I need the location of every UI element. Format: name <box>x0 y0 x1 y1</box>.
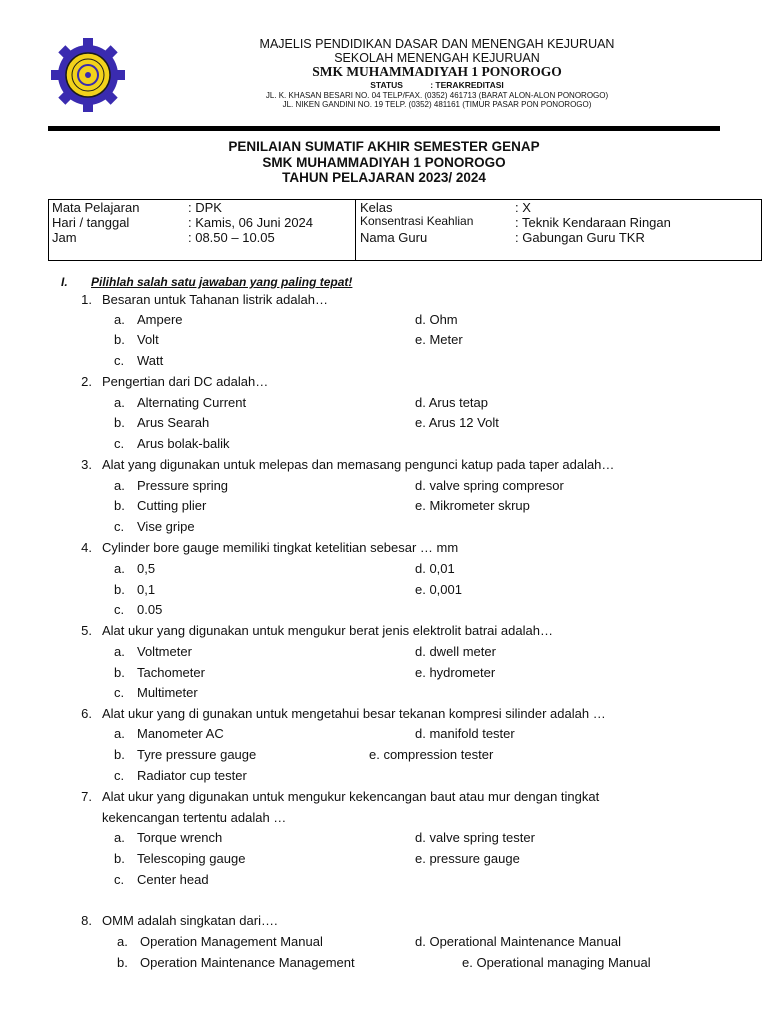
info-table-divider <box>355 199 356 261</box>
option-c: Vise gripe <box>137 519 195 534</box>
option-c: Multimeter <box>137 685 198 700</box>
question-text: OMM adalah singkatan dari…. <box>102 913 278 928</box>
info-teacher-label: Nama Guru <box>360 230 428 245</box>
header-school-name: SMK MUHAMMADIYAH 1 PONOROGO <box>312 64 562 79</box>
info-teacher-value: : Gabungan Guru TKR <box>515 230 645 245</box>
question-text: Alat yang digunakan untuk melepas dan memasang pengunci katup pada taper adalah… <box>102 457 615 472</box>
option-letter: a. <box>114 312 125 327</box>
header-address2: JL. NIKEN GANDINI NO. 19 TELP. (0352) 481161 (TIMUR PASAR PON PONOROGO) <box>282 100 592 109</box>
option-letter: a. <box>114 726 125 741</box>
option-b: Arus Searah <box>137 415 210 430</box>
option-d: d. valve spring tester <box>415 830 535 845</box>
option-d: d. manifold tester <box>415 726 515 741</box>
question-text: Alat ukur yang digunakan untuk mengukur berat jenis elektrolit batrai adalah… <box>102 623 553 638</box>
question-number: 1. <box>81 292 92 307</box>
option-c: Arus bolak-balik <box>137 436 230 451</box>
option-letter: b. <box>114 665 125 680</box>
option-e: e. hydrometer <box>415 665 496 680</box>
section-instruction: Pilihlah salah satu jawaban yang paling tepat! <box>91 275 353 289</box>
option-letter: c. <box>114 872 125 887</box>
option-letter: a. <box>114 644 125 659</box>
option-letter: c. <box>114 436 125 451</box>
option-letter: c. <box>114 685 125 700</box>
info-subject-label: Mata Pelajaran <box>52 200 140 215</box>
option-letter: c. <box>114 353 125 368</box>
exam-title-line1: PENILAIAN SUMATIF AKHIR SEMESTER GENAP <box>228 139 540 154</box>
option-letter: b. <box>114 498 125 513</box>
option-d: d. valve spring compresor <box>415 478 564 493</box>
option-e: e. 0,001 <box>415 582 462 597</box>
option-e: e. Operational managing Manual <box>462 955 651 970</box>
option-letter: b. <box>114 332 125 347</box>
info-class-label: Kelas <box>360 200 393 215</box>
option-b: Tyre pressure gauge <box>137 747 257 762</box>
option-d: d. Arus tetap <box>415 395 488 410</box>
question-text: Alat ukur yang digunakan untuk mengukur kekencangan baut atau mur dengan tingkat <box>102 789 600 804</box>
section-number: I. <box>61 275 68 289</box>
option-c: Watt <box>137 353 164 368</box>
option-b: Telescoping gauge <box>137 851 246 866</box>
option-letter: b. <box>117 955 128 970</box>
option-letter: c. <box>114 602 125 617</box>
info-concentration-label: Konsentrasi Keahlian <box>360 214 474 228</box>
header-address1: JL. K. KHASAN BESARI NO. 04 TELP/FAX. (0352) 461713 (BARAT ALON-ALON PONOROGO) <box>265 91 609 100</box>
status-label: STATUS <box>370 80 403 90</box>
option-a: Pressure spring <box>137 478 229 493</box>
option-a: Torque wrench <box>137 830 223 845</box>
option-b: Volt <box>137 332 159 347</box>
school-logo-icon <box>51 38 125 112</box>
info-subject-value: : DPK <box>188 200 222 215</box>
info-time-value: : 08.50 – 10.05 <box>188 230 275 245</box>
info-class-value: : X <box>515 200 531 215</box>
header-line2: SEKOLAH MENENGAH KEJURUAN <box>334 51 540 65</box>
option-a: Manometer AC <box>137 726 224 741</box>
question-number: 6. <box>81 706 92 721</box>
option-letter: b. <box>114 415 125 430</box>
question-text: Alat ukur yang di gunakan untuk mengetahui besar tekanan kompresi silinder adalah … <box>102 706 606 721</box>
question-text: Cylinder bore gauge memiliki tingkat ketelitian sebesar … mm <box>102 540 459 555</box>
option-a: Ampere <box>137 312 183 327</box>
option-d: d. Ohm <box>415 312 458 327</box>
option-e: e. Meter <box>415 332 463 347</box>
option-letter: a. <box>114 561 125 576</box>
option-e: e. Mikrometer skrup <box>415 498 530 513</box>
question-text: Pengertian dari DC adalah… <box>102 374 269 389</box>
option-c: 0.05 <box>137 602 163 617</box>
option-e: e. Arus 12 Volt <box>415 415 499 430</box>
question-number: 4. <box>81 540 92 555</box>
option-a: Alternating Current <box>137 395 247 410</box>
option-letter: a. <box>117 934 128 949</box>
option-a: 0,5 <box>137 561 156 576</box>
option-d: d. dwell meter <box>415 644 496 659</box>
header-line1: MAJELIS PENDIDIKAN DASAR DAN MENENGAH KEJURUAN <box>259 37 615 51</box>
info-time-label: Jam <box>52 230 77 245</box>
option-letter: b. <box>114 851 125 866</box>
option-letter: a. <box>114 395 125 410</box>
option-b: Cutting plier <box>137 498 207 513</box>
question-text-continued: kekencangan tertentu adalah … <box>102 810 287 825</box>
question-number: 8. <box>81 913 92 928</box>
question-number: 7. <box>81 789 92 804</box>
option-letter: a. <box>114 830 125 845</box>
option-c: Center head <box>137 872 209 887</box>
option-letter: b. <box>114 582 125 597</box>
option-e: e. compression tester <box>369 747 494 762</box>
info-date-label: Hari / tanggal <box>52 215 130 230</box>
option-e: e. pressure gauge <box>415 851 520 866</box>
info-concentration-value: : Teknik Kendaraan Ringan <box>515 215 671 230</box>
option-letter: c. <box>114 519 125 534</box>
option-d: d. Operational Maintenance Manual <box>415 934 621 949</box>
header-status <box>150 80 724 90</box>
option-a: Operation Management Manual <box>140 934 323 949</box>
option-letter: b. <box>114 747 125 762</box>
option-letter: c. <box>114 768 125 783</box>
option-b: Tachometer <box>137 665 205 680</box>
question-number: 3. <box>81 457 92 472</box>
option-b: Operation Maintenance Management <box>140 955 355 970</box>
option-letter: a. <box>114 478 125 493</box>
exam-title-line2: SMK MUHAMMADIYAH 1 PONOROGO <box>262 155 506 170</box>
option-a: Voltmeter <box>137 644 192 659</box>
option-b: 0,1 <box>137 582 156 597</box>
status-value: : TERAKREDITASI <box>430 80 504 90</box>
option-c: Radiator cup tester <box>137 768 247 783</box>
question-text: Besaran untuk Tahanan listrik adalah… <box>102 292 328 307</box>
header-divider <box>48 126 720 131</box>
question-number: 2. <box>81 374 92 389</box>
option-d: d. 0,01 <box>415 561 455 576</box>
info-date-value: : Kamis, 06 Juni 2024 <box>188 215 314 230</box>
question-number: 5. <box>81 623 92 638</box>
exam-title-line3: TAHUN PELAJARAN 2023/ 2024 <box>282 170 486 185</box>
